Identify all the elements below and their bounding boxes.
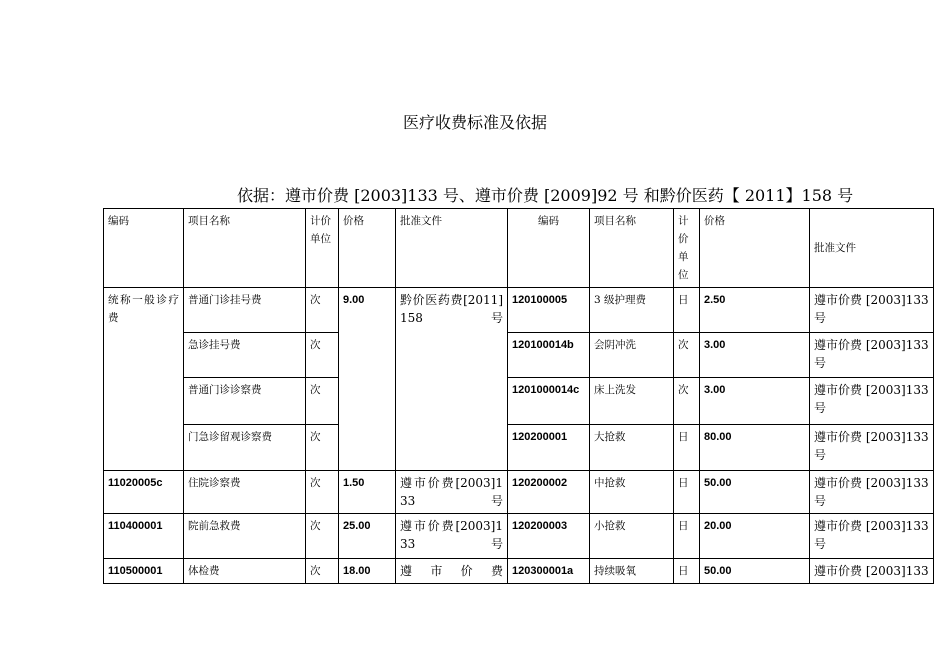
item-doc2: 遵市价费 [2003]133号 bbox=[810, 514, 934, 559]
item-name: 院前急救费 bbox=[184, 514, 306, 559]
item-price2: 3.00 bbox=[700, 378, 810, 425]
item-price2: 50.00 bbox=[700, 471, 810, 514]
item-name2: 大抢救 bbox=[590, 425, 674, 471]
item-unit2: 日 bbox=[674, 514, 700, 559]
basis-line: 依据：遵市价费 [2003]133 号、遵市价费 [2009]92 号 和黔价医药【 2011】158 号 bbox=[237, 186, 854, 205]
item-code2: 120200001 bbox=[508, 425, 590, 471]
item-unit: 次 bbox=[306, 425, 339, 471]
header-code2: 编码 bbox=[508, 209, 590, 288]
group-label: 统称一般诊疗费 bbox=[104, 288, 184, 471]
item-doc: 遵市价费[2003]133 号 bbox=[396, 471, 508, 514]
item-code2: 1201000014c bbox=[508, 378, 590, 425]
item-unit2: 日 bbox=[674, 559, 700, 584]
item-name: 住院诊察费 bbox=[184, 471, 306, 514]
item-price: 9.00 bbox=[339, 288, 396, 471]
item-code2: 120100014b bbox=[508, 333, 590, 378]
item-name: 门急诊留观诊察费 bbox=[184, 425, 306, 471]
item-name2: 中抢救 bbox=[590, 471, 674, 514]
item-price: 1.50 bbox=[339, 471, 396, 514]
item-price: 25.00 bbox=[339, 514, 396, 559]
item-doc2: 遵市价费 [2003]133号 bbox=[810, 378, 934, 425]
item-code2: 120100005 bbox=[508, 288, 590, 333]
header-name: 项目名称 bbox=[184, 209, 306, 288]
table-row bbox=[104, 425, 934, 471]
item-doc2: 遵市价费 [2003]133号 bbox=[810, 471, 934, 514]
item-doc2: 遵市价费 [2003]133 bbox=[810, 559, 934, 584]
item-unit: 次 bbox=[306, 378, 339, 425]
header-row bbox=[104, 209, 934, 288]
item-unit2: 日 bbox=[674, 425, 700, 471]
item-name: 普通门诊诊察费 bbox=[184, 378, 306, 425]
header-price: 价格 bbox=[339, 209, 396, 288]
item-code: 110400001 bbox=[104, 514, 184, 559]
table-row bbox=[104, 514, 934, 559]
header-unit: 计价单位 bbox=[306, 209, 339, 288]
header-unit2: 计价单位 bbox=[674, 209, 700, 288]
item-unit: 次 bbox=[306, 559, 339, 584]
item-price2: 3.00 bbox=[700, 333, 810, 378]
item-code: 110500001 bbox=[104, 559, 184, 584]
item-doc: 遵市价费 bbox=[396, 559, 508, 584]
item-doc2: 遵市价费 [2003]133号 bbox=[810, 425, 934, 471]
item-name2: 小抢救 bbox=[590, 514, 674, 559]
header-code: 编码 bbox=[104, 209, 184, 288]
header-doc2: 批准文件 bbox=[810, 209, 934, 288]
header-doc: 批准文件 bbox=[396, 209, 508, 288]
item-unit: 次 bbox=[306, 333, 339, 378]
table-row bbox=[104, 471, 934, 514]
table-row bbox=[104, 288, 934, 333]
header-price2: 价格 bbox=[700, 209, 810, 288]
item-price2: 50.00 bbox=[700, 559, 810, 584]
item-name2: 会阴冲洗 bbox=[590, 333, 674, 378]
shared-doc: 黔价医药费[2011]158 号 bbox=[396, 288, 508, 471]
item-unit: 次 bbox=[306, 514, 339, 559]
item-code: 11020005c bbox=[104, 471, 184, 514]
item-unit: 次 bbox=[306, 288, 339, 333]
fee-table bbox=[103, 208, 934, 584]
item-code2: 120300001a bbox=[508, 559, 590, 584]
item-name2: 3 级护理费 bbox=[590, 288, 674, 333]
item-name: 急诊挂号费 bbox=[184, 333, 306, 378]
item-unit: 次 bbox=[306, 471, 339, 514]
item-price2: 80.00 bbox=[700, 425, 810, 471]
item-unit2: 日 bbox=[674, 288, 700, 333]
item-doc2: 遵市价费 [2003]133号 bbox=[810, 333, 934, 378]
item-unit2: 次 bbox=[674, 333, 700, 378]
item-price: 18.00 bbox=[339, 559, 396, 584]
item-unit2: 次 bbox=[674, 378, 700, 425]
item-doc2: 遵市价费 [2003]133号 bbox=[810, 288, 934, 333]
table-row bbox=[104, 378, 934, 425]
item-price2: 20.00 bbox=[700, 514, 810, 559]
table-row bbox=[104, 333, 934, 378]
header-name2: 项目名称 bbox=[590, 209, 674, 288]
table-row bbox=[104, 559, 934, 584]
item-name: 体检费 bbox=[184, 559, 306, 584]
item-name2: 持续吸氧 bbox=[590, 559, 674, 584]
item-code2: 120200003 bbox=[508, 514, 590, 559]
item-name: 普通门诊挂号费 bbox=[184, 288, 306, 333]
item-unit2: 日 bbox=[674, 471, 700, 514]
document-title: 医疗收费标准及依据 bbox=[402, 113, 547, 132]
item-doc: 遵市价费[2003]133 号 bbox=[396, 514, 508, 559]
item-name2: 床上洗发 bbox=[590, 378, 674, 425]
item-price2: 2.50 bbox=[700, 288, 810, 333]
item-code2: 120200002 bbox=[508, 471, 590, 514]
